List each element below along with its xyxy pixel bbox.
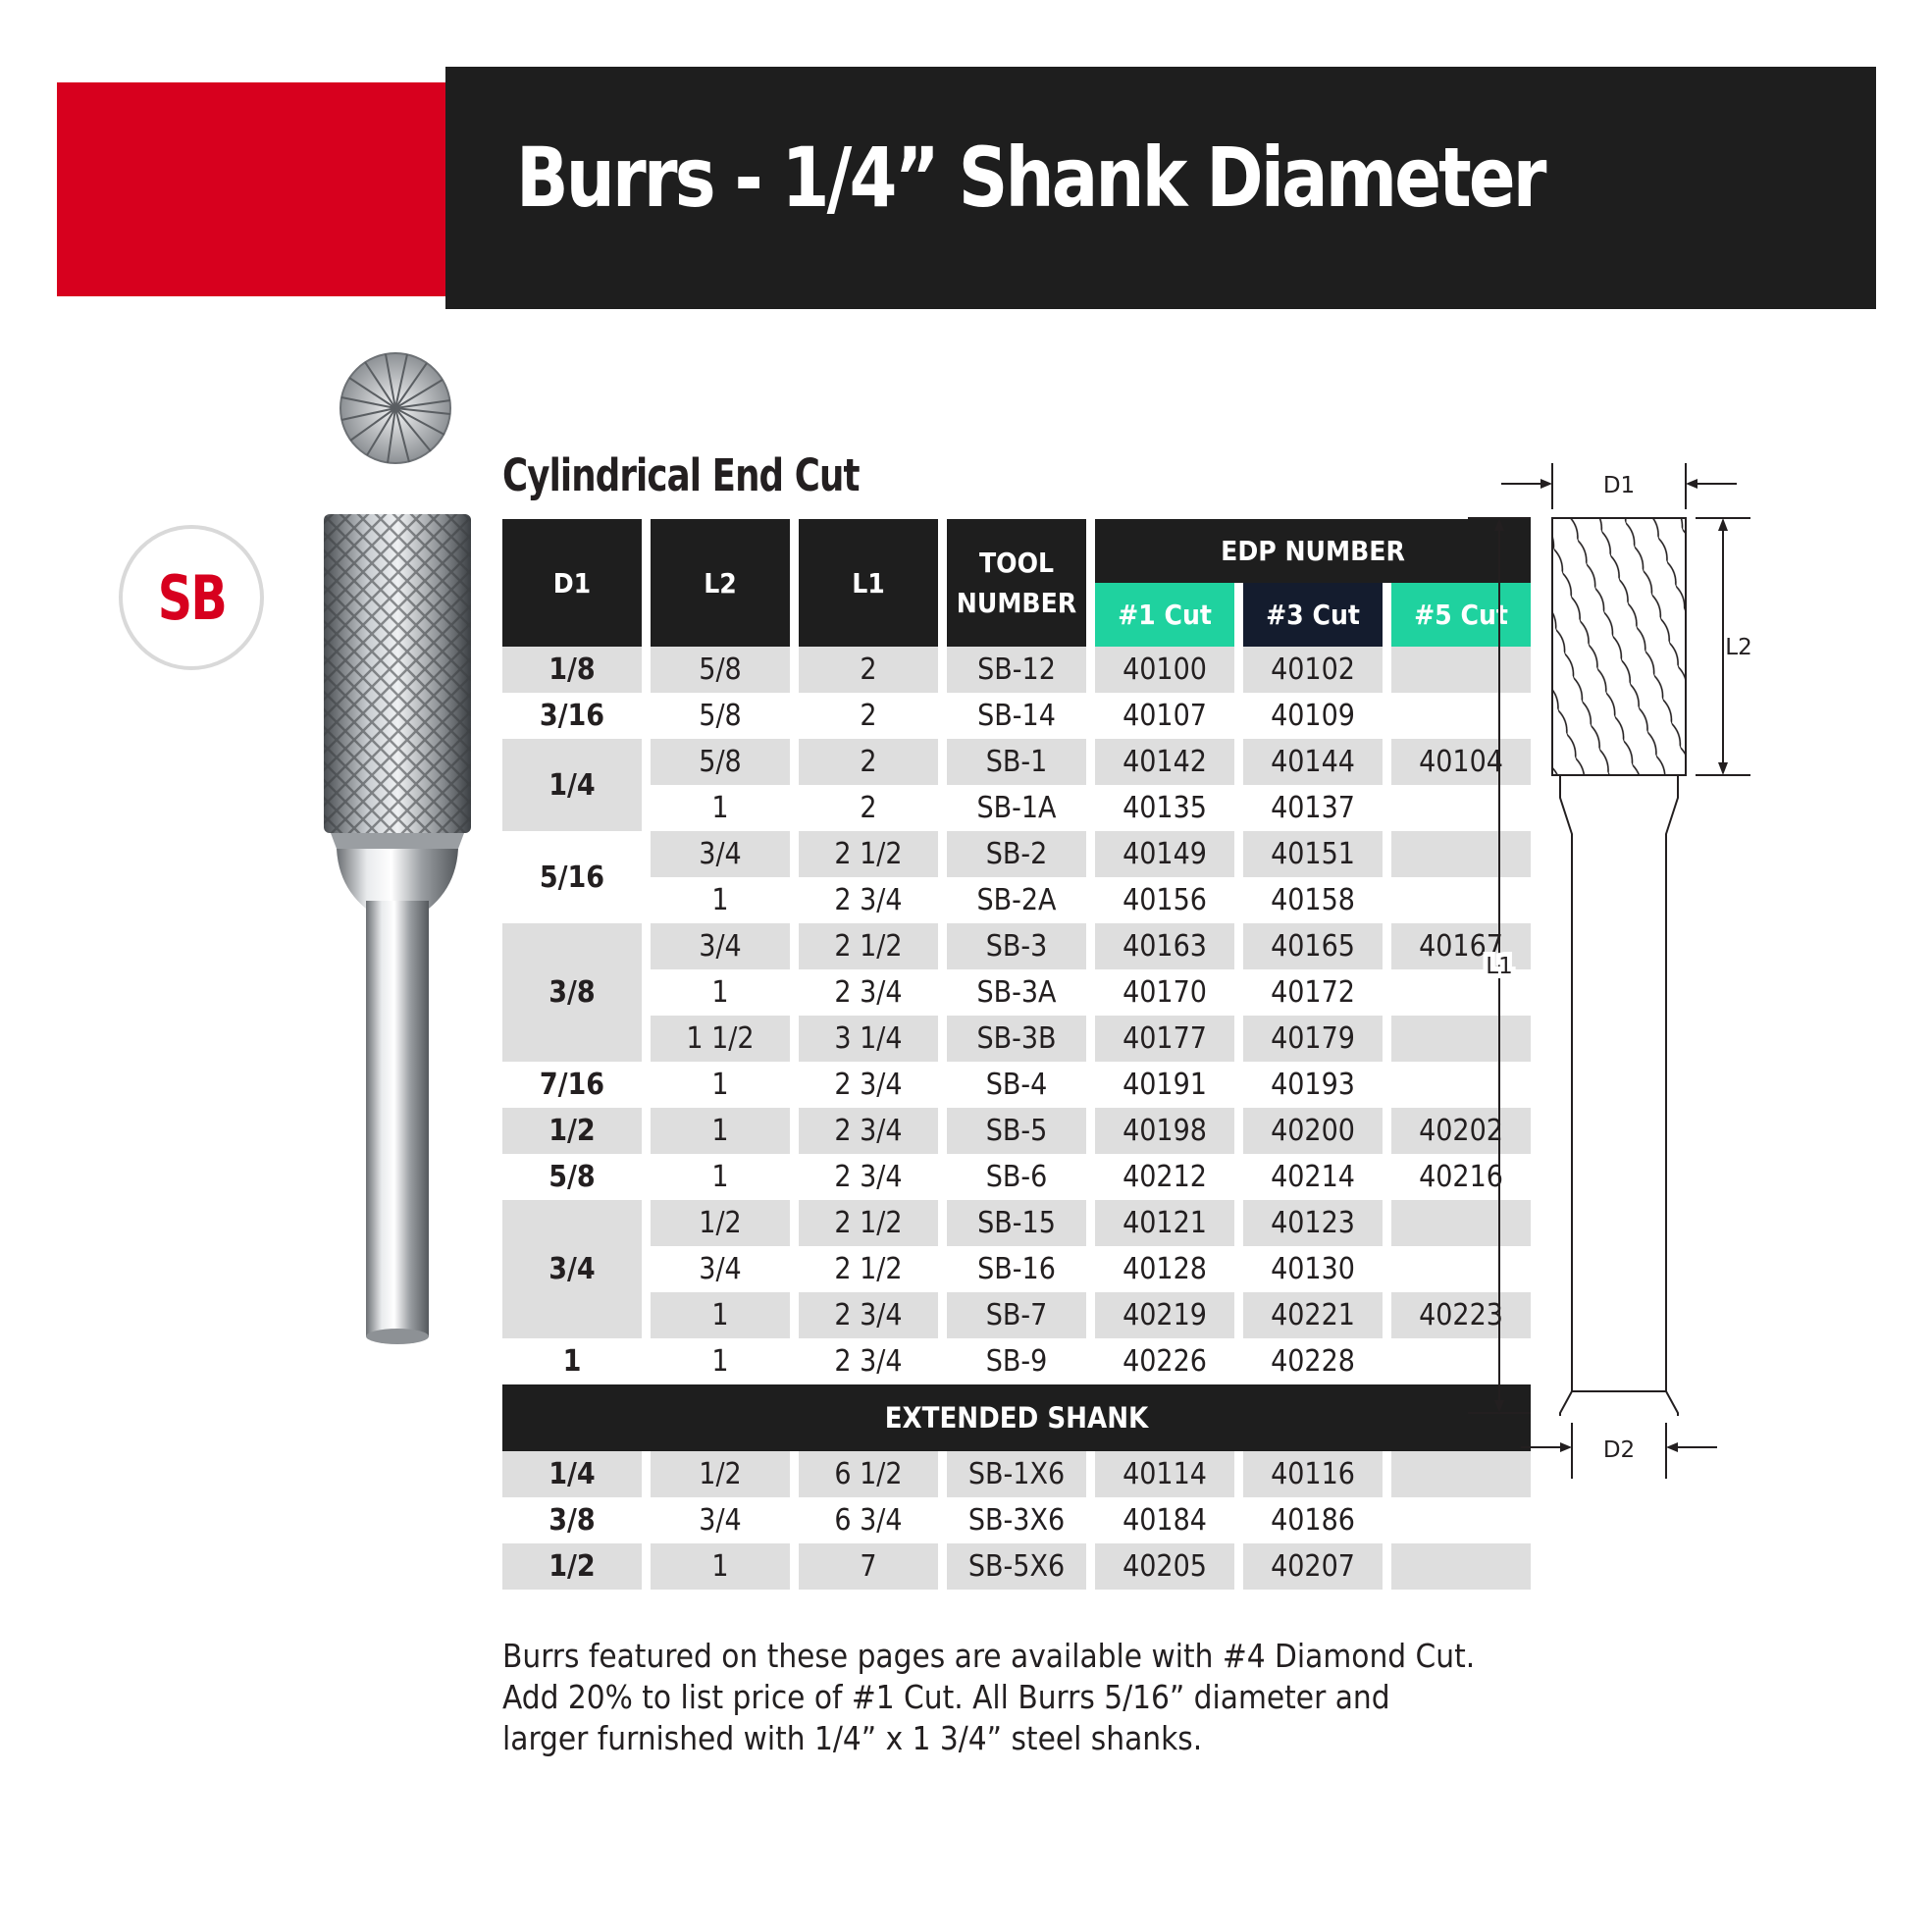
cell-d1: 3/8 <box>548 1503 596 1538</box>
cell-l2: 3/4 <box>651 831 790 877</box>
table-row <box>502 1016 1531 1062</box>
cell-cut3: 40228 <box>1271 1344 1355 1379</box>
cell-l2: 1 <box>651 1543 790 1590</box>
cell-cut5: 40216 <box>1419 1160 1503 1194</box>
cell-cut3: 40137 <box>1271 791 1355 825</box>
cell-l1: 2 3/4 <box>799 1108 938 1154</box>
table-row <box>502 785 1531 831</box>
cell-cut1: 40135 <box>1123 791 1207 825</box>
cell-d1: 3/8 <box>502 923 642 1062</box>
cell-l1: 2 3/4 <box>834 1160 903 1194</box>
col-header-l2: L2 <box>651 519 790 647</box>
cell-cut1: 40100 <box>1095 647 1234 693</box>
sb-badge-label: SB <box>157 561 226 634</box>
cell-l2: 1 1/2 <box>651 1016 790 1062</box>
diagram-label-l2: L2 <box>1725 635 1752 660</box>
cell-cut3: 40179 <box>1243 1016 1383 1062</box>
cell-l2: 5/8 <box>651 647 790 693</box>
cell-cut1: 40142 <box>1095 739 1234 785</box>
cell-d1: 5/8 <box>548 1160 596 1194</box>
table-row <box>502 969 1531 1016</box>
dimension-diagram <box>1462 446 1756 1487</box>
cell-cut1: 40149 <box>1095 831 1234 877</box>
cell-d1: 1/2 <box>502 1108 642 1154</box>
col-header-cut1: #1 Cut <box>1095 583 1234 647</box>
table-row-extended <box>502 1543 1531 1590</box>
spec-table <box>494 519 1540 1590</box>
cell-cut3: 40207 <box>1243 1543 1383 1590</box>
cell-tool: SB-6 <box>985 1160 1048 1194</box>
col-header-tool-number <box>947 519 1086 647</box>
cell-tool: SB-5X6 <box>947 1543 1086 1590</box>
cell-l2: 1/2 <box>651 1200 790 1246</box>
cell-tool: SB-3B <box>947 1016 1086 1062</box>
cell-l2: 1 <box>711 791 729 825</box>
col-header-tool-line1: TOOL <box>978 547 1055 579</box>
cell-cut3: 40123 <box>1243 1200 1383 1246</box>
cell-cut1: 40114 <box>1095 1451 1234 1497</box>
cell-l2: 1 <box>711 975 729 1010</box>
col-header-cut3: #3 Cut <box>1243 583 1383 647</box>
cell-cut3: 40221 <box>1243 1292 1383 1338</box>
table-row <box>502 1246 1531 1292</box>
cell-tool: SB-1A <box>976 791 1057 825</box>
cell-cut1: 40177 <box>1095 1016 1234 1062</box>
cell-l1: 2 3/4 <box>834 975 903 1010</box>
cell-cut5: 40223 <box>1391 1292 1531 1338</box>
cell-cut1: 40107 <box>1123 699 1207 733</box>
cell-tool: SB-4 <box>985 1068 1048 1102</box>
cell-tool: SB-3A <box>976 975 1057 1010</box>
cell-cut1: 40191 <box>1123 1068 1207 1102</box>
cell-d1: 1/4 <box>502 1451 642 1497</box>
cell-cut1: 40128 <box>1123 1252 1207 1286</box>
cell-d1: 3/16 <box>539 699 605 733</box>
cell-tool: SB-3X6 <box>967 1503 1066 1538</box>
cell-cut1: 40198 <box>1095 1108 1234 1154</box>
col-header-tool-line2: NUMBER <box>956 587 1077 619</box>
cell-l1: 2 1/2 <box>799 831 938 877</box>
burr-end-view <box>340 353 450 463</box>
cell-cut1: 40226 <box>1123 1344 1207 1379</box>
cell-cut1: 40163 <box>1095 923 1234 969</box>
cell-l2: 1/2 <box>651 1451 790 1497</box>
cell-cut5 <box>1391 1543 1531 1590</box>
cell-d1: 1/8 <box>502 647 642 693</box>
cell-cut1: 40121 <box>1095 1200 1234 1246</box>
cell-l2: 1 <box>651 1292 790 1338</box>
table-row-extended <box>502 1451 1531 1497</box>
cell-l1: 6 3/4 <box>834 1503 903 1538</box>
cell-tool: SB-1X6 <box>947 1451 1086 1497</box>
cell-cut3: 40102 <box>1243 647 1383 693</box>
burr-product-image <box>319 351 486 1352</box>
cell-l1: 6 1/2 <box>799 1451 938 1497</box>
cell-cut5 <box>1391 1497 1531 1543</box>
cell-cut3: 40200 <box>1243 1108 1383 1154</box>
cell-l2: 5/8 <box>699 699 742 733</box>
table-row <box>502 1154 1531 1200</box>
table-row <box>502 693 1531 739</box>
col-header-edp-number: EDP NUMBER <box>1095 519 1531 583</box>
cell-tool: SB-9 <box>985 1344 1048 1379</box>
cell-tool: SB-2 <box>947 831 1086 877</box>
diagram-label-d2: D2 <box>1602 1437 1636 1463</box>
cell-l2: 1 <box>711 883 729 917</box>
table-row <box>502 647 1531 693</box>
header-red-accent <box>57 82 445 296</box>
section-title: Cylindrical End Cut <box>502 449 860 501</box>
cell-cut3: 40116 <box>1243 1451 1383 1497</box>
cell-l1: 7 <box>799 1543 938 1590</box>
cell-tool: SB-7 <box>947 1292 1086 1338</box>
cell-l2: 3/4 <box>699 1503 742 1538</box>
cell-l1: 2 1/2 <box>799 1200 938 1246</box>
diagram-label-d1: D1 <box>1602 473 1636 498</box>
cell-d1: 5/16 <box>539 860 605 895</box>
cell-cut3: 40144 <box>1243 739 1383 785</box>
cell-tool: SB-3 <box>947 923 1086 969</box>
cell-tool: SB-16 <box>977 1252 1056 1286</box>
diagram-label-l1: L1 <box>1486 954 1513 979</box>
cell-l1: 2 <box>860 791 877 825</box>
table-row <box>502 1108 1531 1154</box>
cell-cut3: 40151 <box>1243 831 1383 877</box>
cell-l1: 3 1/4 <box>799 1016 938 1062</box>
cell-cut3: 40186 <box>1271 1503 1355 1538</box>
cell-l2: 1 <box>711 1068 729 1102</box>
table-row <box>502 877 1531 923</box>
cell-tool: SB-2A <box>976 883 1057 917</box>
cell-cut1: 40156 <box>1123 883 1207 917</box>
table-row <box>502 1200 1531 1246</box>
cell-d1: 1/4 <box>502 739 642 831</box>
cell-cut5: 40167 <box>1391 923 1531 969</box>
cell-tool: SB-14 <box>977 699 1056 733</box>
footnote: Burrs featured on these pages are available with #4 Diamond Cut. Add 20% to list price of #1 Cut. All Burrs 5/16” diameter and larger furnished with 1/4” x 1 3/4” steel shanks. <box>502 1637 1476 1757</box>
col-header-cut5: #5 Cut <box>1391 583 1531 647</box>
col-header-l1: L1 <box>799 519 938 647</box>
cell-l2: 1 <box>711 1344 729 1379</box>
cell-cut3: 40165 <box>1243 923 1383 969</box>
cell-cut1: 40212 <box>1123 1160 1207 1194</box>
cell-l1: 2 <box>799 647 938 693</box>
table-row <box>502 739 1531 785</box>
extended-shank-heading: EXTENDED SHANK <box>502 1384 1531 1451</box>
cell-tool: SB-12 <box>947 647 1086 693</box>
table-row <box>502 1062 1531 1108</box>
cell-l1: 2 <box>799 739 938 785</box>
cell-l2: 5/8 <box>651 739 790 785</box>
extended-shank-heading-row <box>502 1384 1531 1451</box>
cell-l1: 2 3/4 <box>834 1344 903 1379</box>
cell-tool: SB-15 <box>947 1200 1086 1246</box>
cell-tool: SB-5 <box>947 1108 1086 1154</box>
page-title: Burrs - 1/4” Shank Diameter <box>516 130 1544 226</box>
spec-table-body <box>502 647 1531 1590</box>
sb-badge <box>119 525 264 670</box>
cell-l1: 2 3/4 <box>834 883 903 917</box>
cell-cut1: 40205 <box>1095 1543 1234 1590</box>
cell-l1: 2 1/2 <box>799 923 938 969</box>
cell-tool: SB-1 <box>947 739 1086 785</box>
cell-cut1: 40184 <box>1123 1503 1207 1538</box>
cell-l1: 2 <box>860 699 877 733</box>
cell-l2: 1 <box>651 1108 790 1154</box>
table-row <box>502 923 1531 969</box>
cell-d1: 1 <box>562 1344 582 1379</box>
cell-l2: 3/4 <box>651 923 790 969</box>
cell-d1: 1/2 <box>502 1543 642 1590</box>
cell-cut5: 40202 <box>1391 1108 1531 1154</box>
table-row-extended <box>502 1497 1531 1543</box>
cell-cut3: 40193 <box>1271 1068 1355 1102</box>
cell-l1: 2 3/4 <box>799 1292 938 1338</box>
cell-cut3: 40214 <box>1271 1160 1355 1194</box>
cell-cut1: 40219 <box>1095 1292 1234 1338</box>
table-row <box>502 1338 1531 1384</box>
cell-cut5: 40104 <box>1391 739 1531 785</box>
cell-cut1: 40170 <box>1123 975 1207 1010</box>
cell-d1: 7/16 <box>539 1068 605 1102</box>
cell-cut3: 40172 <box>1271 975 1355 1010</box>
cell-l2: 3/4 <box>699 1252 742 1286</box>
table-row <box>502 1292 1531 1338</box>
cell-l2: 1 <box>711 1160 729 1194</box>
cell-cut3: 40109 <box>1271 699 1355 733</box>
cell-l1: 2 3/4 <box>834 1068 903 1102</box>
col-header-d1: D1 <box>502 519 642 647</box>
cell-cut3: 40158 <box>1271 883 1355 917</box>
cell-d1: 3/4 <box>502 1200 642 1338</box>
table-row <box>502 831 1531 877</box>
cell-cut3: 40130 <box>1271 1252 1355 1286</box>
cell-l1: 2 1/2 <box>834 1252 903 1286</box>
